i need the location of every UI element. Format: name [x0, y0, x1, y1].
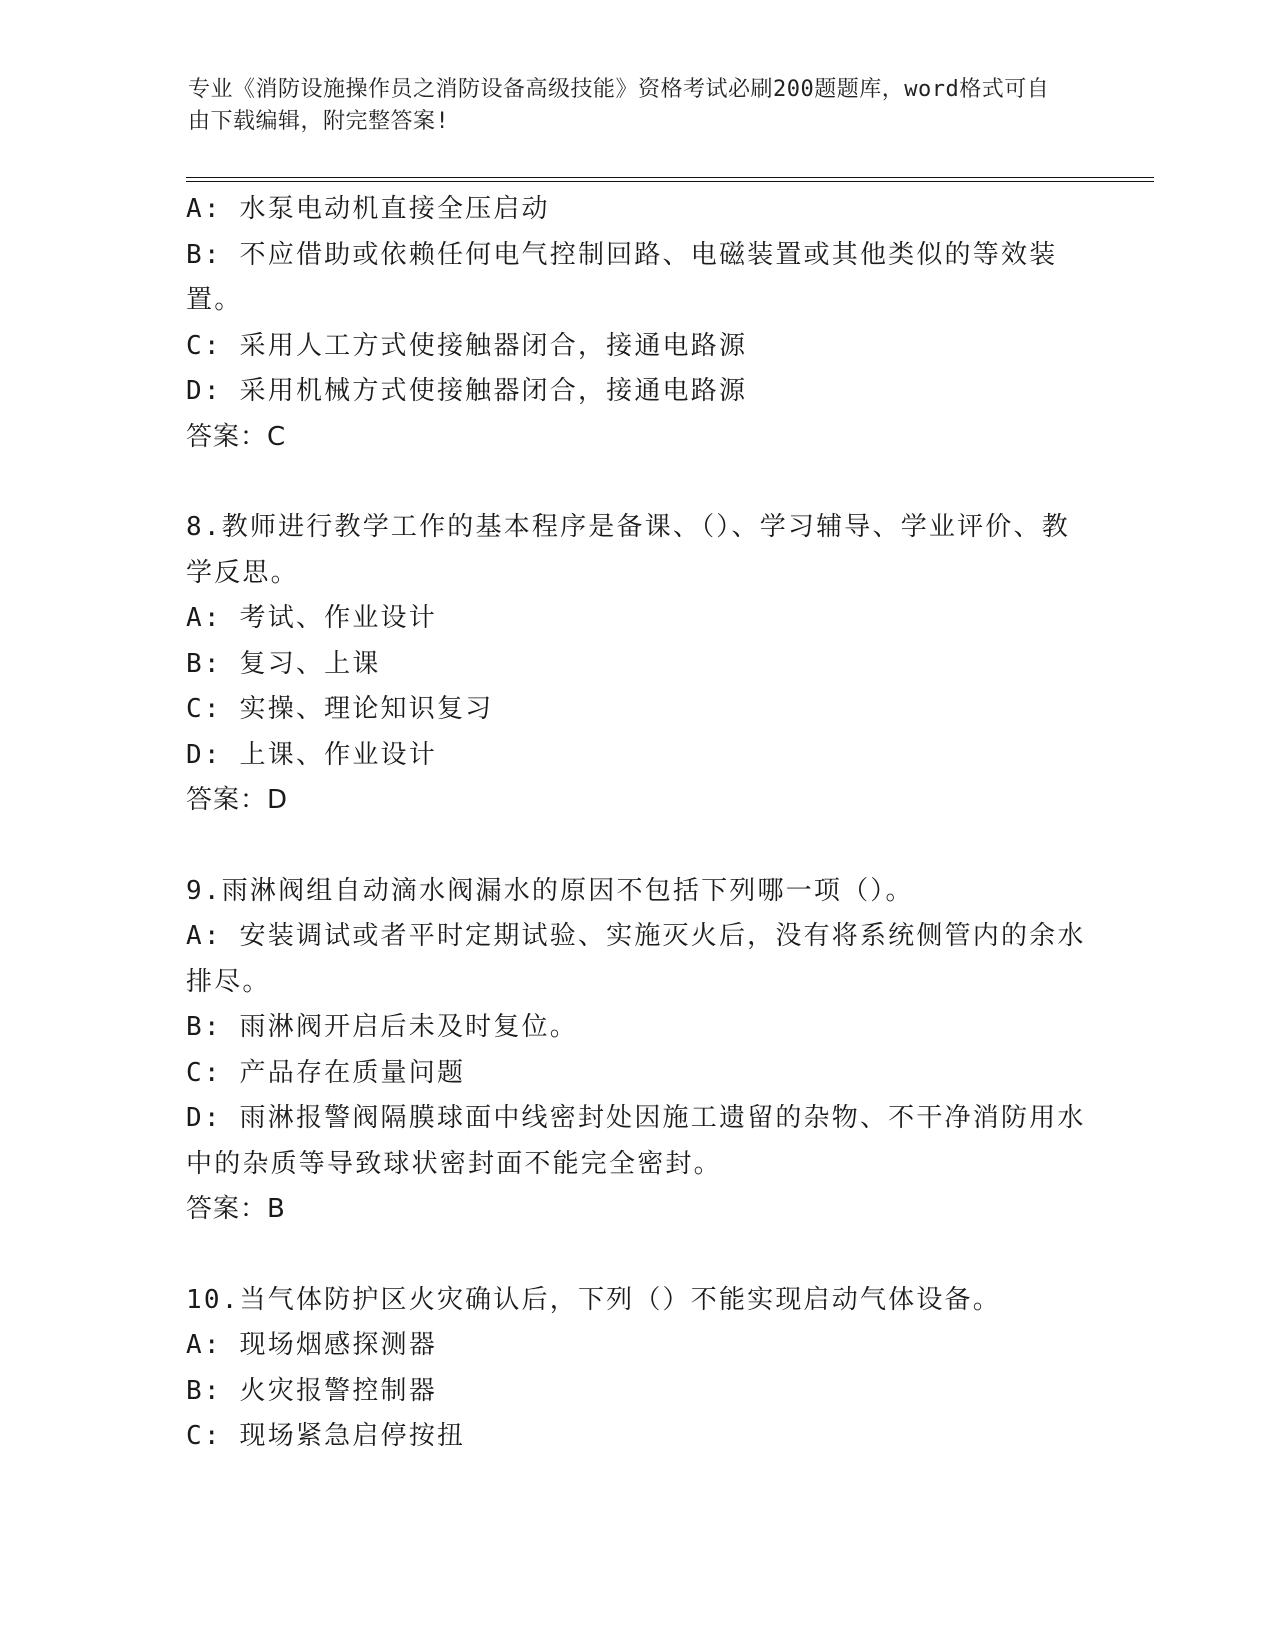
- q9-option-a: A: 安装调试或者平时定期试验、实施灭火后，没有将系统侧管内的余水排尽。: [186, 921, 1086, 997]
- question-list: [186, 187, 1086, 1460]
- q7-option-c: C: 采用人工方式使接触器闭合，接通电路源: [186, 330, 748, 361]
- q8-stem: 8.教师进行教学工作的基本程序是备课、（）、学习辅导、学业评价、教学反思。: [186, 512, 1070, 588]
- q8-option-d: D: 上课、作业设计: [186, 739, 437, 770]
- q9-stem: 9.雨淋阀组自动滴水阀漏水的原因不包括下列哪一项（）。: [186, 875, 914, 906]
- q7-answer: 答案：C: [186, 421, 287, 452]
- q9-option-b: B: 雨淋阀开启后未及时复位。: [186, 1012, 578, 1042]
- q8-option-b: B: 复习、上课: [186, 648, 381, 679]
- q10-option-b: B: 火灾报警控制器: [186, 1375, 437, 1406]
- spacer: [186, 1233, 1086, 1278]
- q8-option-a: A: 考试、作业设计: [186, 603, 437, 633]
- question-8-block: [186, 505, 1086, 824]
- header-divider: [186, 177, 1154, 178]
- q7-option-a: A: 水泵电动机直接全压启动: [186, 194, 550, 224]
- header-divider-secondary: [186, 181, 1154, 182]
- q7-option-d: D: 采用机械方式使接触器闭合，接通电路源: [186, 376, 748, 406]
- q9-answer: 答案：B: [186, 1194, 286, 1224]
- q8-answer: 答案：D: [186, 785, 289, 815]
- question-7-block: [186, 187, 1086, 460]
- q10-option-a: A: 现场烟感探测器: [186, 1330, 437, 1360]
- q10-option-c: C: 现场紧急启停按扭: [186, 1421, 466, 1451]
- spacer: [186, 824, 1086, 869]
- question-9-block: [186, 869, 1086, 1233]
- q7-option-b: B: 不应借助或依赖任何电气控制回路、电磁装置或其他类似的等效装置。: [186, 239, 1058, 315]
- q8-option-c: C: 实操、理论知识复习: [186, 694, 494, 724]
- q10-stem: 10.当气体防护区火灾确认后，下列（）不能实现启动气体设备。: [186, 1284, 1001, 1315]
- spacer: [186, 460, 1086, 505]
- question-10-block: [186, 1278, 1086, 1460]
- q9-option-d: D: 雨淋报警阀隔膜球面中线密封处因施工遗留的杂物、不干净消防用水中的杂质等导致球状密封面不能完全密封。: [186, 1103, 1086, 1179]
- page-header: 专业《消防设施操作员之消防设备高级技能》资格考试必刷200题题库，word格式可自由下载编辑，附完整答案!: [188, 77, 1050, 134]
- q9-option-c: C: 产品存在质量问题: [186, 1057, 466, 1088]
